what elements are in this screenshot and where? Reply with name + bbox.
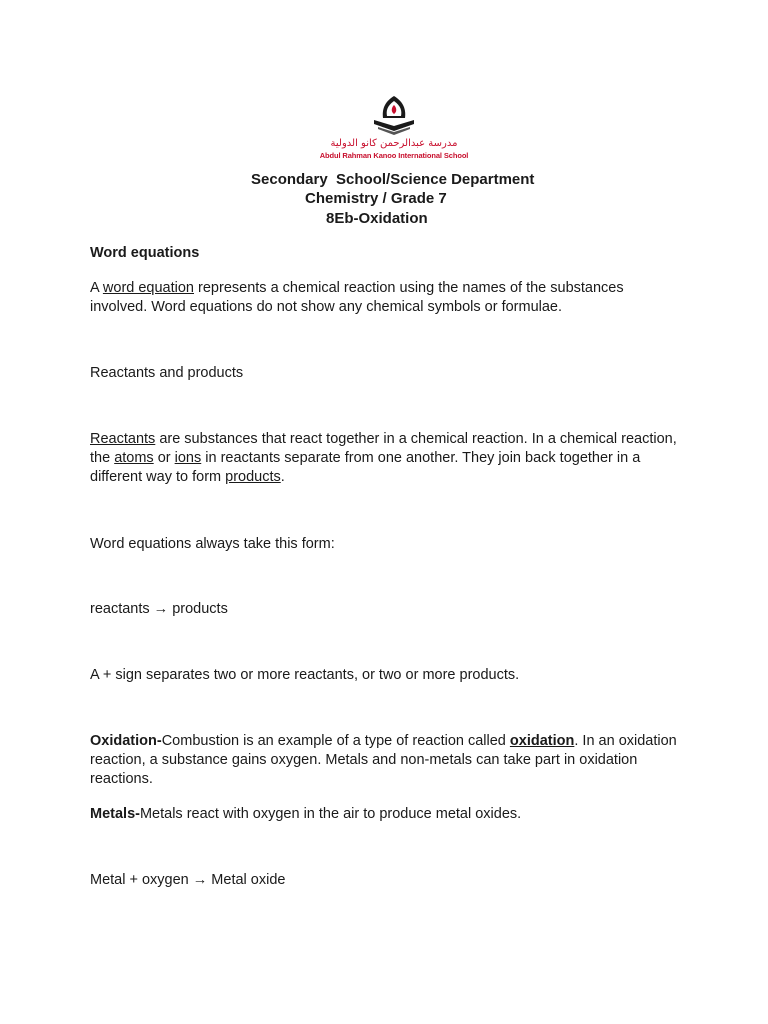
metal-oxide-equation: Metal + oxygen → Metal oxide (90, 872, 286, 888)
school-crest-icon (368, 94, 420, 138)
oxidation-label: Oxidation- (90, 733, 162, 749)
oxidation-term: oxidation (509, 733, 575, 749)
reactants-term: Reactants (90, 431, 156, 447)
intro-paragraph: A word equation represents a chemical reaction using the names of the substances involved. Word equations do not show any chemical symbols or formulae. (90, 280, 624, 315)
reactants-products-heading: Reactants and products (90, 365, 244, 381)
general-word-equation: reactants → products (90, 601, 228, 617)
plus-sign-line: A + sign separates two or more reactants, or two or more products. (90, 667, 520, 683)
ions-term: ions (174, 450, 202, 466)
metals-paragraph: Metals-Metals react with oxygen in the air to produce metal oxides. (90, 806, 522, 822)
school-logo (318, 94, 470, 164)
products-term: products (225, 469, 281, 485)
metals-label: Metals- (90, 806, 140, 822)
form-intro-line: Word equations always take this form: (90, 536, 335, 552)
atoms-term: atoms (114, 450, 154, 466)
word-equation-term: word equation (102, 280, 194, 296)
school-name-arabic: مدرسة عبدالرحمن كانو الدولية (330, 138, 458, 149)
header-subject: Chemistry / Grade 7 (305, 190, 447, 207)
section-heading-word-equations: Word equations (90, 245, 200, 261)
oxidation-paragraph: Oxidation-Combustion is an example of a type of reaction called oxidation. In an oxidation reaction, a substance gains oxygen. Metals and non-metals can take part in oxidation reactions. (90, 733, 677, 787)
header-department: Secondary School/Science Department (251, 171, 535, 188)
school-name-english: Abdul Rahman Kanoo International School (319, 151, 469, 160)
header-topic: 8Eb-Oxidation (326, 210, 428, 227)
reactants-paragraph: Reactants are substances that react together in a chemical reaction. In a chemical reaction, the atoms or ions in reactants separate from one another. They join back together in a different way to form products. (90, 431, 677, 485)
